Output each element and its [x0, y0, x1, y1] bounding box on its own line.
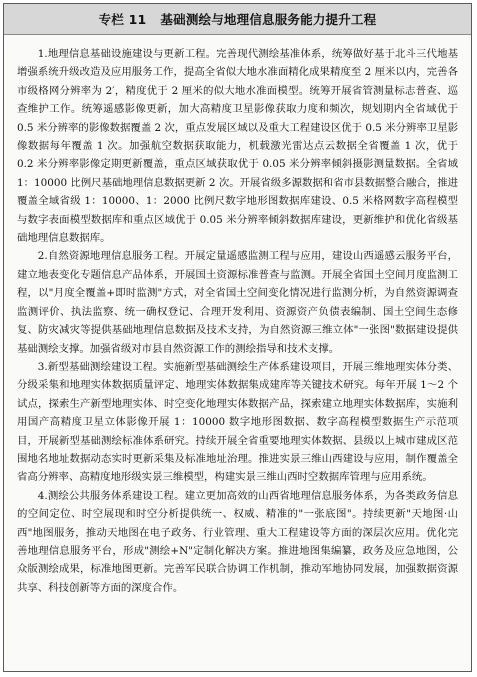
- column-box: [3, 3, 472, 672]
- column-header: [4, 4, 471, 35]
- paragraph-new-surveying: 3.新型基础测绘建设工程。实施新型基础测绘生产体系建设项目，开展三维地理实体分类、分级采集和地理实体数据质量评定、地理实体数据集成建库等关键技术研究。每年开展 1～2 个试点，探索生产新型地理实体、时空变化地理实体数据产品，探索建立地理实体数据库，实施利用国产高精度卫星立体影像开展 1：10000 数字地形图数据、数字高程模型数据生产示范项目，开展新型基础测绘标准体系研究。持续开展全省重要地理实体数据、县级以上城市建成区范围地名地址数据动态实时更新采集及标准地址治理。推进实景三维山西建设与应用，制作覆盖全省高分辨率、高精度地形级实景三维模型，构建实景三维山西时空数据库管理与应用系统。: [17, 360, 458, 484]
- paragraph-infrastructure: 1.地理信息基础设施建设与更新工程。完善现代测绘基准体系，统筹做好基于北斗三代地基增强系统升级改造及应用服务工作，提高全省似大地水准面精化成果精度至 2 厘米以内，完善各市级格网分辨率为 2′，精度优于 2 厘米的似大地水准面模型。统筹开展省管测量标志普查、巡查维护工作。统筹遥感影像更新，加大高精度卫星影像获取力度和频次，规划期内全省域优于 0.5 米分辨率的影像数据覆盖 2 次，重点发展区域以及重大工程建设区优于 0.5 米分辨率卫星影像数据每年覆盖 1 次。加强航空数据获取能力，机载激光雷达点云数据全省覆盖 1 次，优于 0.2 米分辨率影像定期更新覆盖，重点区域获取优于 0.05 米分辨率倾斜摄影测量数据。全省域 1：10000 比例尺基础地理信息数据更新 2 次。开展省级多源数据和省市县数据整合融合，推进覆盖全域省级 1：10000、1：2000 比例尺数字地形图数据库建设、0.5 米格网数字高程模型与数字表面模型数据库和重点区域优于 0.05 米分辨率倾斜数据库建设，更新维护和优化省级基础地理信息数据库。: [17, 48, 458, 245]
- column-content: [4, 35, 471, 597]
- column-title: 基础测绘与地理信息服务能力提升工程: [160, 12, 377, 27]
- paragraph-natural-resources: 2.自然资源地理信息服务工程。开展定量遥感监测工程与应用，建设山西遥感云服务平台，建立地表变化专题信息产品体系，开展国土资源标准普查与监测。开展全省国土空间月度监测工程，以"月度全覆盖+即时监测"方式，对全省国土空间变化情况进行监测分析，为自然资源调查监测评价、执法监察、统一确权登记、合理开发利用、资源资产负债表编制、国土空间生态修复、防灾减灾等提供基础地理信息数据及技术支持，为自然资源三维立体"一张图"数据建设提供基础测绘支撑。加强省级对市县自然资源工作的测绘指导和技术支撑。: [17, 250, 458, 355]
- column-number: 专栏 11: [98, 12, 147, 27]
- paragraph-public-service: 4.测绘公共服务体系建设工程。建立更加高效的山西省地理信息服务体系，为各类政务信息的空间定位、时空展现和时空分析提供统一、权威、精准的"一张底图"。持续更新"天地图·山西"地图服务，推动天地图在电子政务、行业管理、重大工程建设等方面的深层次应用。优化完善地理信息服务平台，形成"测绘+N"定制化解决方案。推进地图集编纂，政务及应急地图，公众版测绘成果，标准地图更新。完善军民联合协调工作机制，推动军地协同发展，加强数据资源共享、科技创新等方面的深度合作。: [17, 489, 458, 594]
